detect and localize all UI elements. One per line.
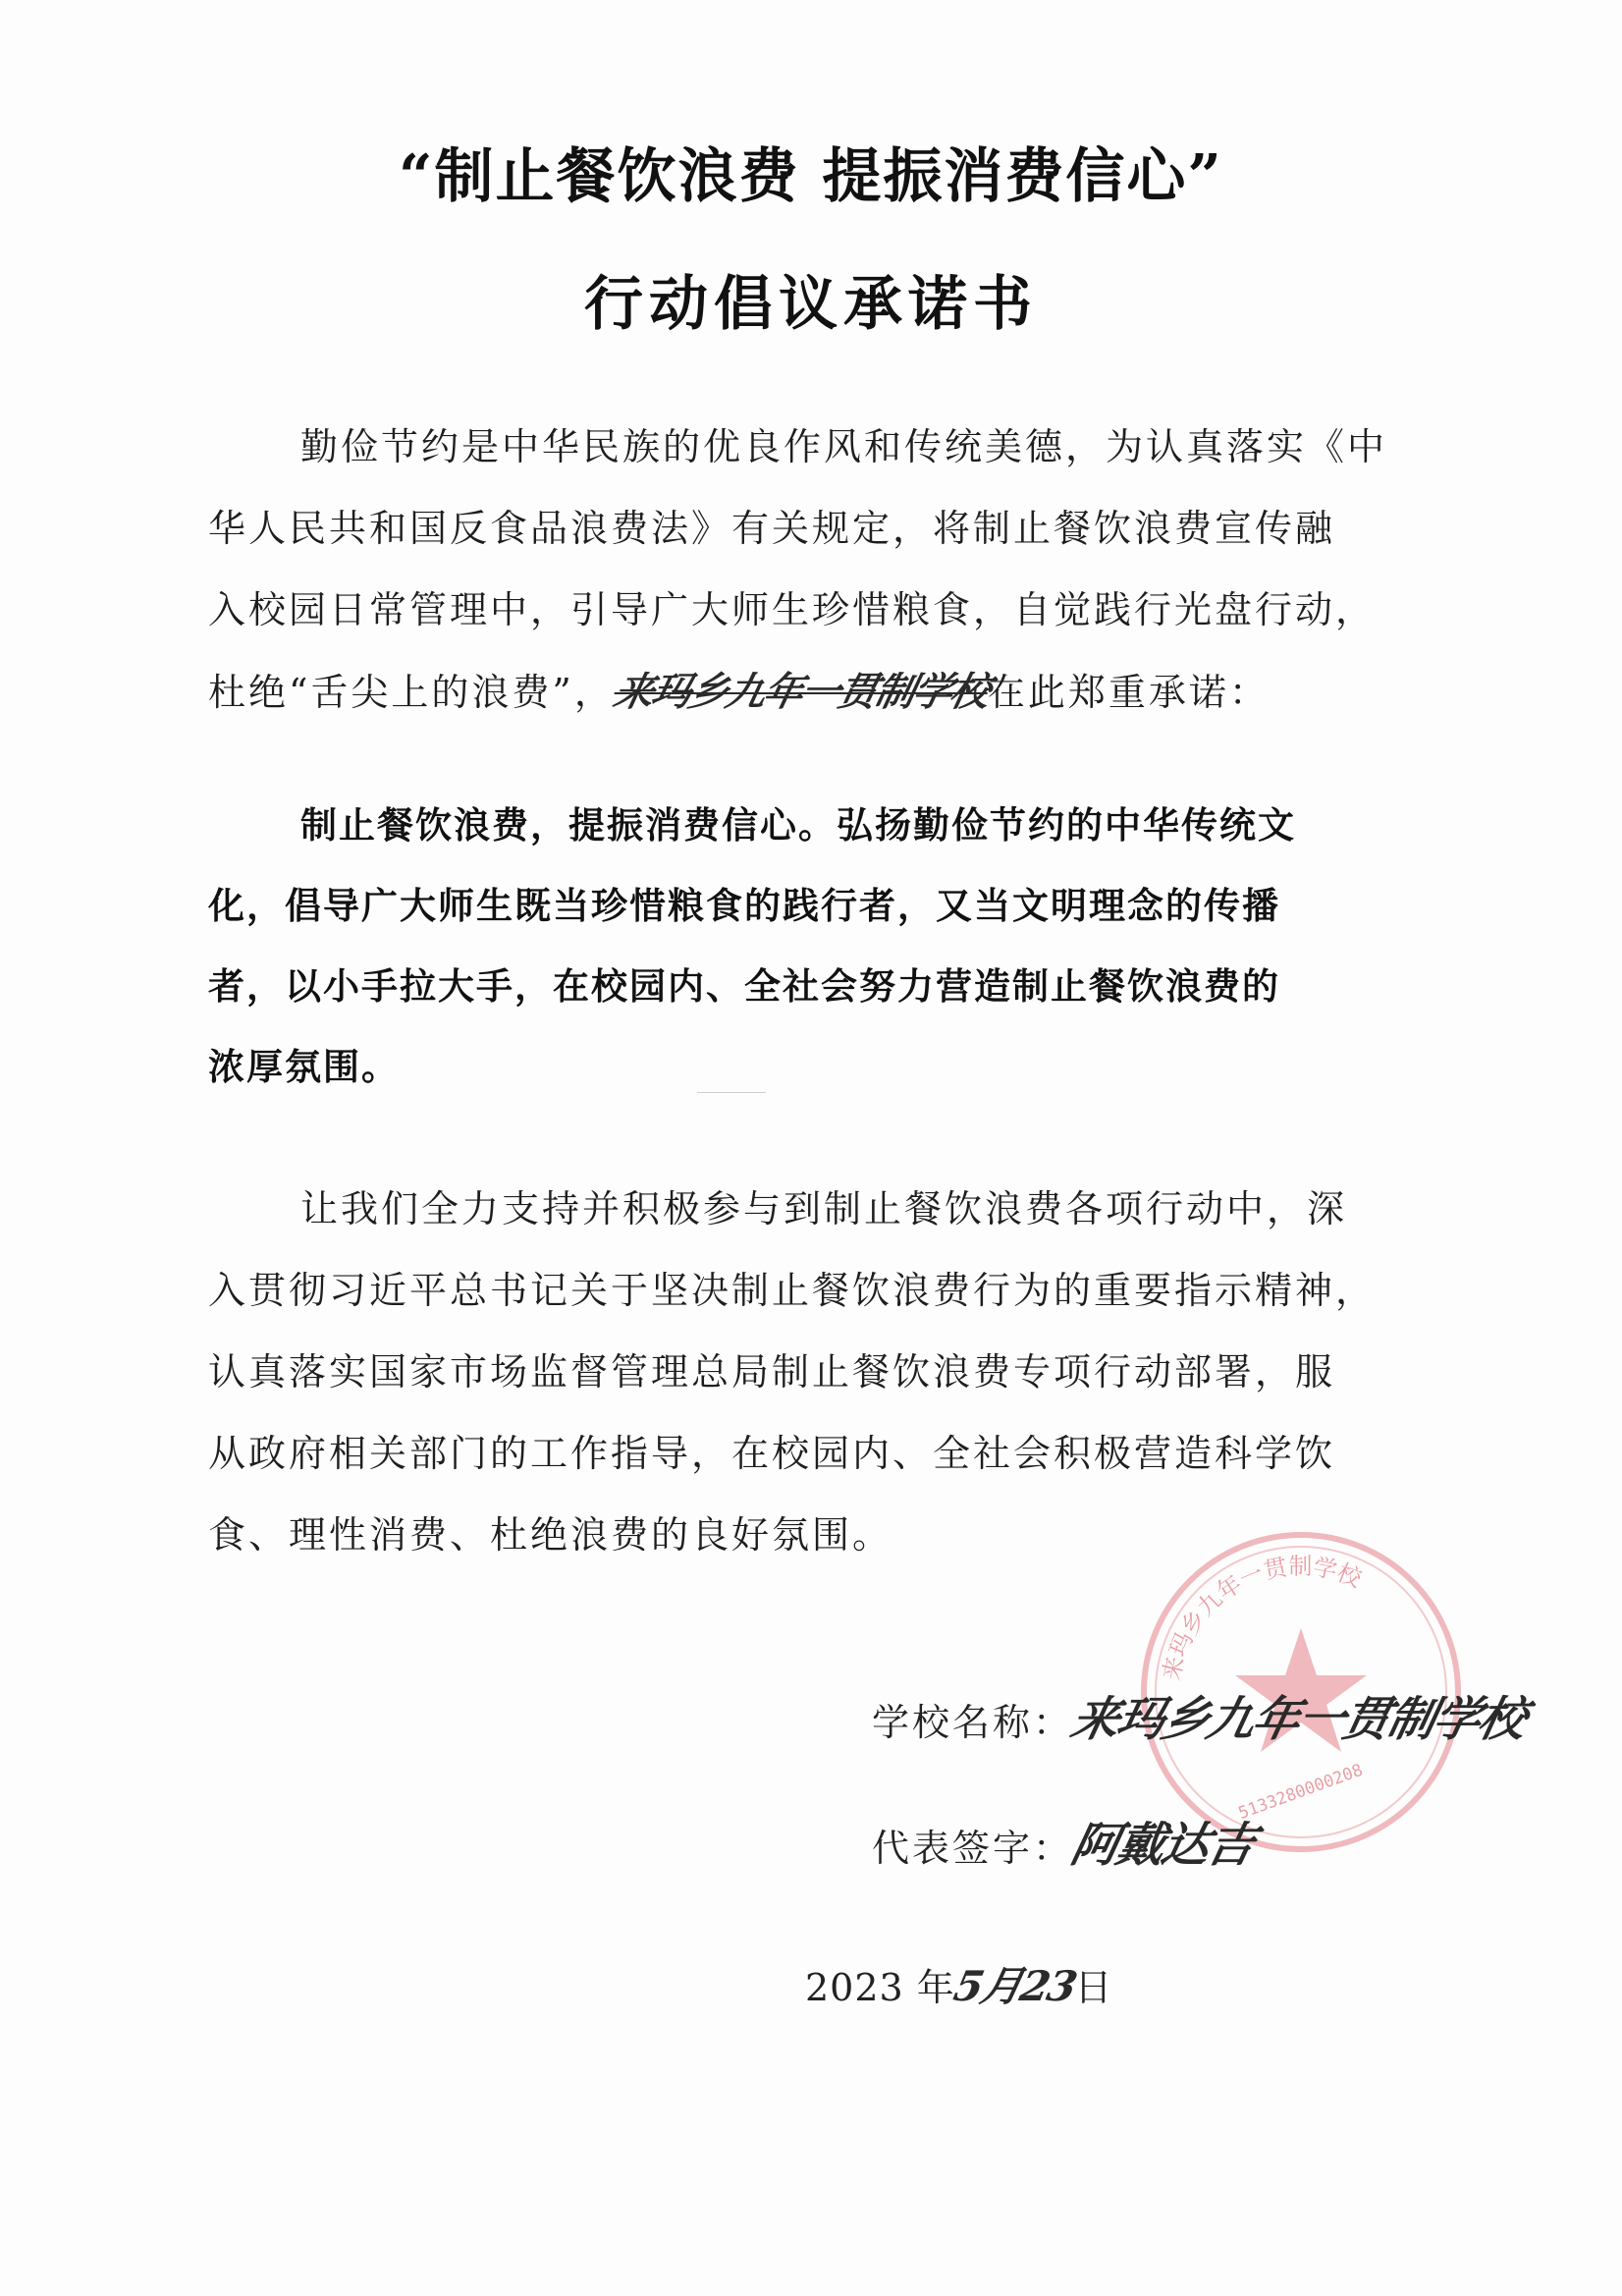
paragraph-pledge: [208, 786, 1386, 1108]
paragraph-text: 杜绝“舌尖上的浪费”，: [208, 671, 615, 714]
date-day: 23: [1015, 1962, 1080, 2010]
paragraph-line: 入校园日常管理中，引导广大师生珍惜粮食，自觉践行光盘行动，: [208, 588, 1377, 631]
seal-code: 5133280000208: [1235, 1760, 1366, 1824]
paragraph-line: 者，以小手拉大手，在校园内、全社会努力营造制止餐饮浪费的: [208, 965, 1280, 1008]
paragraph-line-with-signature: [208, 651, 1386, 733]
paragraph-line: 华人民共和国反食品浪费法》有关规定，将制止餐饮浪费宣传融: [208, 507, 1336, 550]
paragraph-text: 在此郑重承诺：: [987, 671, 1270, 714]
school-name-label: 学校名称：: [872, 1701, 1074, 1744]
representative-row: [872, 1807, 1260, 1875]
handwritten-school-name: 来玛乡九年一贯制学校: [609, 669, 993, 715]
paragraph-line: 让我们全力支持并积极参与到制止餐饮浪费各项行动中，深: [300, 1187, 1348, 1230]
document-title-line2: 行动倡议承诺书: [584, 270, 1038, 339]
paragraph-line: 从政府相关部门的工作指导，在校园内、全社会积极营造科学饮: [208, 1432, 1336, 1475]
paragraph-line: 入贯彻习近平总书记关于坚决制止餐饮浪费行为的重要指示精神，: [208, 1269, 1377, 1312]
paragraph-intro: [208, 407, 1386, 733]
paragraph-line: 浓厚氛围。: [208, 1046, 400, 1088]
date-year: 2023 年: [805, 1966, 955, 2009]
seal-text: 来玛乡九年一贯制学校: [1157, 1552, 1366, 1683]
representative-label: 代表签字：: [872, 1827, 1074, 1870]
document-title-line1: “制止餐饮浪费 提振消费信心”: [399, 142, 1223, 211]
divider: [697, 1092, 766, 1093]
school-name-signature: 来玛乡九年一贯制学校: [1066, 1692, 1531, 1747]
paragraph-line: 食、理性消费、杜绝浪费的良好氛围。: [208, 1513, 893, 1557]
paragraph-line: 认真落实国家市场监督管理总局制止餐饮浪费专项行动部署，服: [208, 1350, 1336, 1394]
date-month: 5月: [949, 1962, 1026, 2010]
paragraph-line: 化，倡导广大师生既当珍惜粮食的践行者，又当文明理念的传播: [208, 885, 1280, 927]
paragraph-line: 勤俭节约是中华民族的优良作风和传统美德，为认真落实《中: [300, 425, 1388, 468]
paragraph-line: 制止餐饮浪费，提振消费信心。弘扬勤俭节约的中华传统文: [300, 804, 1296, 847]
date-row: [805, 1954, 1113, 2013]
svg-text:来玛乡九年一贯制学校: [1158, 1553, 1367, 1683]
representative-signature: 阿戴达吉: [1066, 1818, 1260, 1873]
school-name-row: [872, 1681, 1531, 1749]
date-suffix: 日: [1074, 1966, 1113, 2009]
